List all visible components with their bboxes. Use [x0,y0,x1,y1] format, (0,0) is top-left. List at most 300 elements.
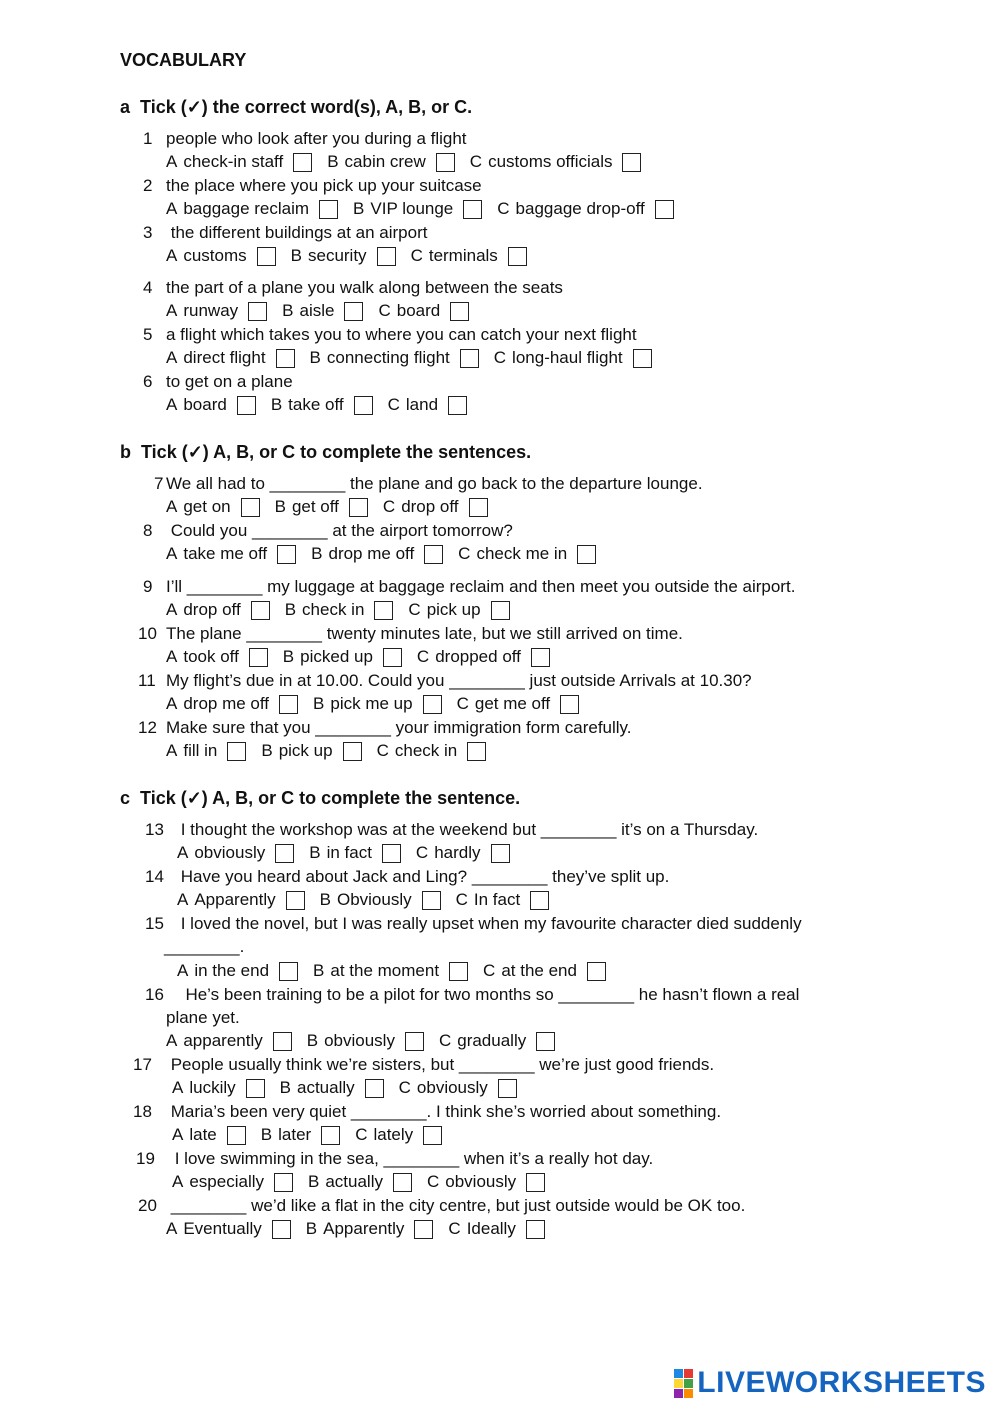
option-text: obviously [445,1172,517,1191]
section-instruction: Tick (✓) A, B, or C to complete the sentence. [140,788,521,808]
option-text: luckily [189,1078,236,1097]
option-letter: B [270,395,283,414]
answer-checkbox[interactable] [272,1220,291,1239]
answer-option [470,152,642,172]
section-letter: b [120,442,131,462]
section-instruction: Tick (✓) the correct word(s), A, B, or C. [140,97,473,117]
answer-checkbox[interactable] [622,153,641,172]
logo-tile [674,1389,683,1398]
answer-option [177,961,298,981]
answer-checkbox[interactable] [531,648,550,667]
logo-icon [674,1369,693,1398]
question-text: the part of a plane you walk along between the seats [166,278,563,297]
answer-option [291,246,396,266]
logo-tile [674,1369,683,1378]
answer-option [275,497,368,517]
answer-option [166,348,295,368]
option-text: pick up [426,600,481,619]
option-letter: C [378,301,391,320]
option-text: board [396,301,441,320]
question-text: ________ we’d like a flat in the city centre, but just outside would be OK too. [166,1196,746,1215]
answer-checkbox[interactable] [633,349,652,368]
question-number: 5 [143,325,153,344]
question-text-continued: plane yet. [166,1008,240,1027]
option-letter: C [497,199,510,218]
option-letter: A [166,152,178,171]
answer-option [177,843,294,863]
question-text: to get on a plane [166,372,293,391]
option-text: at the moment [330,961,440,980]
question-number: 12 [138,718,157,737]
answer-checkbox[interactable] [436,153,455,172]
option-letter: A [166,348,178,367]
option-letter: B [290,246,302,265]
answer-option [388,395,467,415]
answer-checkbox[interactable] [491,844,510,863]
answer-checkbox[interactable] [383,648,402,667]
option-text: direct flight [183,348,266,367]
option-text: check in [394,741,458,760]
answer-option [483,961,606,981]
option-letter: C [448,1219,461,1238]
answer-checkbox[interactable] [227,742,246,761]
answer-options [166,348,667,368]
answer-option [448,1219,544,1239]
option-text: baggage reclaim [183,199,310,218]
answer-checkbox[interactable] [249,648,268,667]
answer-option [166,544,296,564]
answer-checkbox[interactable] [276,349,295,368]
answer-checkbox[interactable] [423,695,442,714]
option-letter: A [166,694,178,713]
option-text: apparently [183,1031,263,1050]
option-text: get on [183,497,231,516]
option-text: check in [302,600,365,619]
answer-option [456,890,550,910]
option-letter: C [382,497,396,516]
answer-checkbox[interactable] [382,844,401,863]
option-letter: B [282,647,295,666]
option-text: late [189,1125,217,1144]
option-text: connecting flight [326,348,450,367]
option-letter: C [455,890,468,909]
question-text: He’s been training to be a pilot for two months so ________ he hasn’t flown a real [176,985,800,1004]
option-text: lately [373,1125,414,1144]
answer-option [166,199,338,219]
option-text: VIP lounge [370,199,454,218]
answer-option [377,741,487,761]
answer-options [166,301,484,321]
question-number: 3 [143,223,153,242]
section-instruction: Tick (✓) A, B, or C to complete the sentences. [141,442,532,462]
section-letter: c [120,788,131,808]
answer-option [439,1031,555,1051]
answer-option [408,600,509,620]
option-letter: B [305,1219,318,1238]
option-letter: A [166,199,178,218]
question-text: We all had to ________ the plane and go back to the departure lounge. [166,474,703,493]
answer-option [427,1172,545,1192]
answer-checkbox[interactable] [469,498,488,517]
answer-checkbox[interactable] [251,601,270,620]
option-text: especially [189,1172,264,1191]
answer-checkbox[interactable] [498,1079,517,1098]
option-letter: B [309,843,321,862]
answer-option [261,1125,340,1145]
answer-option [166,246,276,266]
option-text: obviously [324,1031,395,1050]
answer-option [417,647,550,667]
option-letter: B [279,1078,291,1097]
answer-checkbox[interactable] [526,1173,545,1192]
answer-checkbox[interactable] [246,1079,265,1098]
answer-option [497,199,673,219]
answer-option [166,741,246,761]
answer-checkbox[interactable] [321,1126,340,1145]
option-text: later [278,1125,312,1144]
logo-tile [684,1379,693,1388]
option-letter: A [166,301,178,320]
answer-checkbox[interactable] [577,545,596,564]
option-letter: A [166,544,178,563]
answer-checkbox[interactable] [393,1173,412,1192]
section-b-heading [120,442,531,462]
option-text: pick me up [330,694,413,713]
answer-checkbox[interactable] [422,891,441,910]
answer-option [306,1219,434,1239]
option-text: long-haul flight [512,348,623,367]
option-letter: A [177,961,189,980]
answer-checkbox[interactable] [344,302,363,321]
option-letter: C [469,152,483,171]
option-text: security [307,246,367,265]
answer-option [311,544,443,564]
question-number: 10 [138,624,157,643]
answer-checkbox[interactable] [273,1032,292,1051]
answer-option [494,348,652,368]
answer-option [166,647,268,667]
option-letter: A [166,497,178,516]
option-letter: C [387,395,400,414]
option-text: land [405,395,439,414]
option-letter: C [398,1078,411,1097]
option-text: hardly [434,843,481,862]
answer-checkbox[interactable] [248,302,267,321]
question-text: a flight which takes you to where you can catch your next flight [166,325,637,344]
answer-checkbox[interactable] [460,349,479,368]
option-letter: A [166,1219,178,1238]
answer-checkbox[interactable] [319,200,338,219]
option-letter: A [166,600,178,619]
option-text: gradually [457,1031,527,1050]
option-text: take me off [183,544,268,563]
answer-checkbox[interactable] [587,962,606,981]
option-text: cabin crew [344,152,426,171]
answer-checkbox[interactable] [274,1173,293,1192]
logo-tile [674,1379,683,1388]
answer-checkbox[interactable] [377,247,396,266]
question-number: 20 [138,1196,157,1215]
answer-options [172,1125,457,1145]
question-number: 13 [145,820,164,839]
option-text: drop off [183,600,241,619]
option-letter: B [260,1125,273,1144]
answer-checkbox[interactable] [655,200,674,219]
option-text: obviously [416,1078,488,1097]
question-number: 11 [138,671,156,690]
option-letter: C [416,647,430,666]
option-letter: A [166,647,178,666]
option-text: took off [183,647,239,666]
answer-checkbox[interactable] [508,247,527,266]
answer-option [280,1078,384,1098]
answer-options [166,647,565,667]
option-text: obviously [194,843,266,862]
answer-options [166,152,656,172]
answer-option [172,1172,293,1192]
answer-checkbox[interactable] [374,601,393,620]
option-letter: A [172,1125,184,1144]
answer-option [307,1031,424,1051]
answer-options [172,1078,532,1098]
option-text: Ideally [466,1219,516,1238]
option-letter: C [483,961,496,980]
answer-checkbox[interactable] [491,601,510,620]
option-letter: B [311,544,323,563]
answer-checkbox[interactable] [448,396,467,415]
answer-option [310,348,479,368]
option-text: baggage drop-off [515,199,645,218]
option-text: terminals [428,246,498,265]
answer-option [320,890,441,910]
answer-checkbox[interactable] [530,891,549,910]
answer-checkbox[interactable] [463,200,482,219]
section-a-heading [120,97,472,117]
option-letter: C [415,843,429,862]
question-number: 15 [145,914,164,933]
option-text: actually [325,1172,383,1191]
option-letter: C [376,741,389,760]
answer-checkbox[interactable] [349,498,368,517]
option-letter: C [426,1172,440,1191]
option-letter: B [309,348,321,367]
option-text: drop me off [183,694,270,713]
logo-text: LIVEWORKSHEETS [697,1366,986,1399]
answer-option [378,301,469,321]
answer-checkbox[interactable] [365,1079,384,1098]
answer-option [177,890,305,910]
answer-options [166,395,482,415]
option-letter: A [172,1078,184,1097]
answer-options [166,199,689,219]
option-letter: A [177,843,189,862]
answer-option [271,395,373,415]
answer-checkbox[interactable] [536,1032,555,1051]
answer-checkbox[interactable] [526,1220,545,1239]
answer-checkbox[interactable] [560,695,579,714]
answer-option [285,600,394,620]
answer-options [166,1031,570,1051]
question-text: I thought the workshop was at the weekend but ________ it’s on a Thursday. [176,820,759,839]
option-text: in the end [194,961,270,980]
question-text: I loved the novel, but I was really upset when my favourite character died suddenly [176,914,802,933]
option-text: actually [296,1078,355,1097]
answer-option [399,1078,517,1098]
option-letter: B [308,1172,320,1191]
question-number: 18 [133,1102,152,1121]
option-text: fill in [183,741,218,760]
question-text: The plane ________ twenty minutes late, but we still arrived on time. [166,624,683,643]
option-letter: B [274,497,286,516]
question-text: the different buildings at an airport [166,223,428,242]
option-letter: A [177,890,189,909]
option-text: aisle [299,301,335,320]
answer-option [166,1219,291,1239]
answer-option [166,301,267,321]
question-number: 6 [143,372,153,391]
answer-checkbox[interactable] [449,962,468,981]
option-letter: A [166,741,178,760]
answer-options [172,1172,560,1192]
option-letter: B [306,1031,319,1050]
option-letter: A [166,246,178,265]
option-text: picked up [300,647,373,666]
question-text: I’ll ________ my luggage at baggage reclaim and then meet you outside the airport. [166,577,796,596]
option-letter: C [408,600,421,619]
answer-option [166,497,260,517]
answer-checkbox[interactable] [241,498,260,517]
answer-option [172,1125,246,1145]
question-number: 1 [143,129,153,148]
answer-options [177,890,564,910]
question-text: Have you heard about Jack and Ling? ________ they’ve split up. [176,867,670,886]
option-text: Apparently [194,890,276,909]
answer-checkbox[interactable] [237,396,256,415]
question-number: 9 [143,577,153,596]
answer-option [353,199,482,219]
answer-option [313,961,468,981]
answer-checkbox[interactable] [450,302,469,321]
question-text: People usually think we’re sisters, but ________ we’re just good friends. [166,1055,715,1074]
option-text: board [183,395,227,414]
answer-options [166,544,611,564]
answer-option [355,1125,442,1145]
answer-checkbox[interactable] [277,545,296,564]
answer-option [166,1031,292,1051]
option-letter: C [456,694,469,713]
option-text: take off [288,395,344,414]
question-text: I love swimming in the sea, ________ when it’s a really hot day. [170,1149,654,1168]
answer-checkbox[interactable] [227,1126,246,1145]
option-letter: B [353,199,365,218]
answer-option [383,497,488,517]
question-text: Make sure that you ________ your immigration form carefully. [166,718,632,737]
answer-option [282,301,363,321]
question-number: 8 [143,521,153,540]
option-letter: B [284,600,297,619]
option-letter: C [493,348,507,367]
option-letter: B [282,301,294,320]
liveworksheets-logo [674,1366,986,1400]
answer-option [458,544,596,564]
answer-checkbox[interactable] [275,844,294,863]
option-text: drop off [401,497,459,516]
answer-checkbox[interactable] [279,695,298,714]
option-text: Apparently [323,1219,405,1238]
option-letter: B [313,961,325,980]
answer-checkbox[interactable] [467,742,486,761]
option-letter: B [313,694,325,713]
answer-options [166,600,525,620]
answer-options [166,1219,560,1239]
answer-option [283,647,402,667]
option-text: runway [183,301,239,320]
answer-option [166,395,256,415]
option-text: check me in [476,544,568,563]
answer-checkbox[interactable] [279,962,298,981]
option-letter: B [261,741,273,760]
answer-options [177,843,525,863]
question-text: Could you ________ at the airport tomorrow? [166,521,513,540]
option-text: get me off [474,694,551,713]
answer-option [308,1172,412,1192]
question-number: 4 [143,278,153,297]
option-text: dropped off [435,647,521,666]
answer-option [172,1078,265,1098]
answer-option [261,741,361,761]
answer-checkbox[interactable] [293,153,312,172]
option-text: Eventually [183,1219,262,1238]
question-number: 2 [143,176,153,195]
page-title: VOCABULARY [120,50,247,70]
answer-checkbox[interactable] [414,1220,433,1239]
question-text: My flight’s due in at 10.00. Could you ________ just outside Arrivals at 10.30? [166,671,752,690]
option-letter: A [166,1031,178,1050]
option-text: drop me off [328,544,415,563]
question-number: 19 [136,1149,155,1168]
option-text: check-in staff [183,152,284,171]
logo-tile [684,1369,693,1378]
answer-checkbox[interactable] [257,247,276,266]
answer-checkbox[interactable] [343,742,362,761]
option-text: get off [291,497,339,516]
option-letter: C [355,1125,368,1144]
answer-checkbox[interactable] [286,891,305,910]
option-letter: A [172,1172,184,1191]
option-text: pick up [278,741,333,760]
answer-checkbox[interactable] [424,545,443,564]
option-letter: B [327,152,339,171]
answer-option [309,843,401,863]
question-number: 14 [145,867,164,886]
answer-option [313,694,442,714]
answer-option [166,600,270,620]
answer-option [457,694,580,714]
question-number: 17 [133,1055,152,1074]
option-letter: C [458,544,471,563]
answer-option [166,694,298,714]
option-letter: A [166,395,178,414]
answer-checkbox[interactable] [405,1032,424,1051]
question-text: people who look after you during a flight [166,129,467,148]
answer-checkbox[interactable] [423,1126,442,1145]
answer-option [416,843,510,863]
answer-options [166,741,501,761]
question-text: Maria’s been very quiet ________. I think she’s worried about something. [166,1102,722,1121]
answer-checkbox[interactable] [354,396,373,415]
option-text: customs officials [488,152,613,171]
answer-option [166,152,312,172]
